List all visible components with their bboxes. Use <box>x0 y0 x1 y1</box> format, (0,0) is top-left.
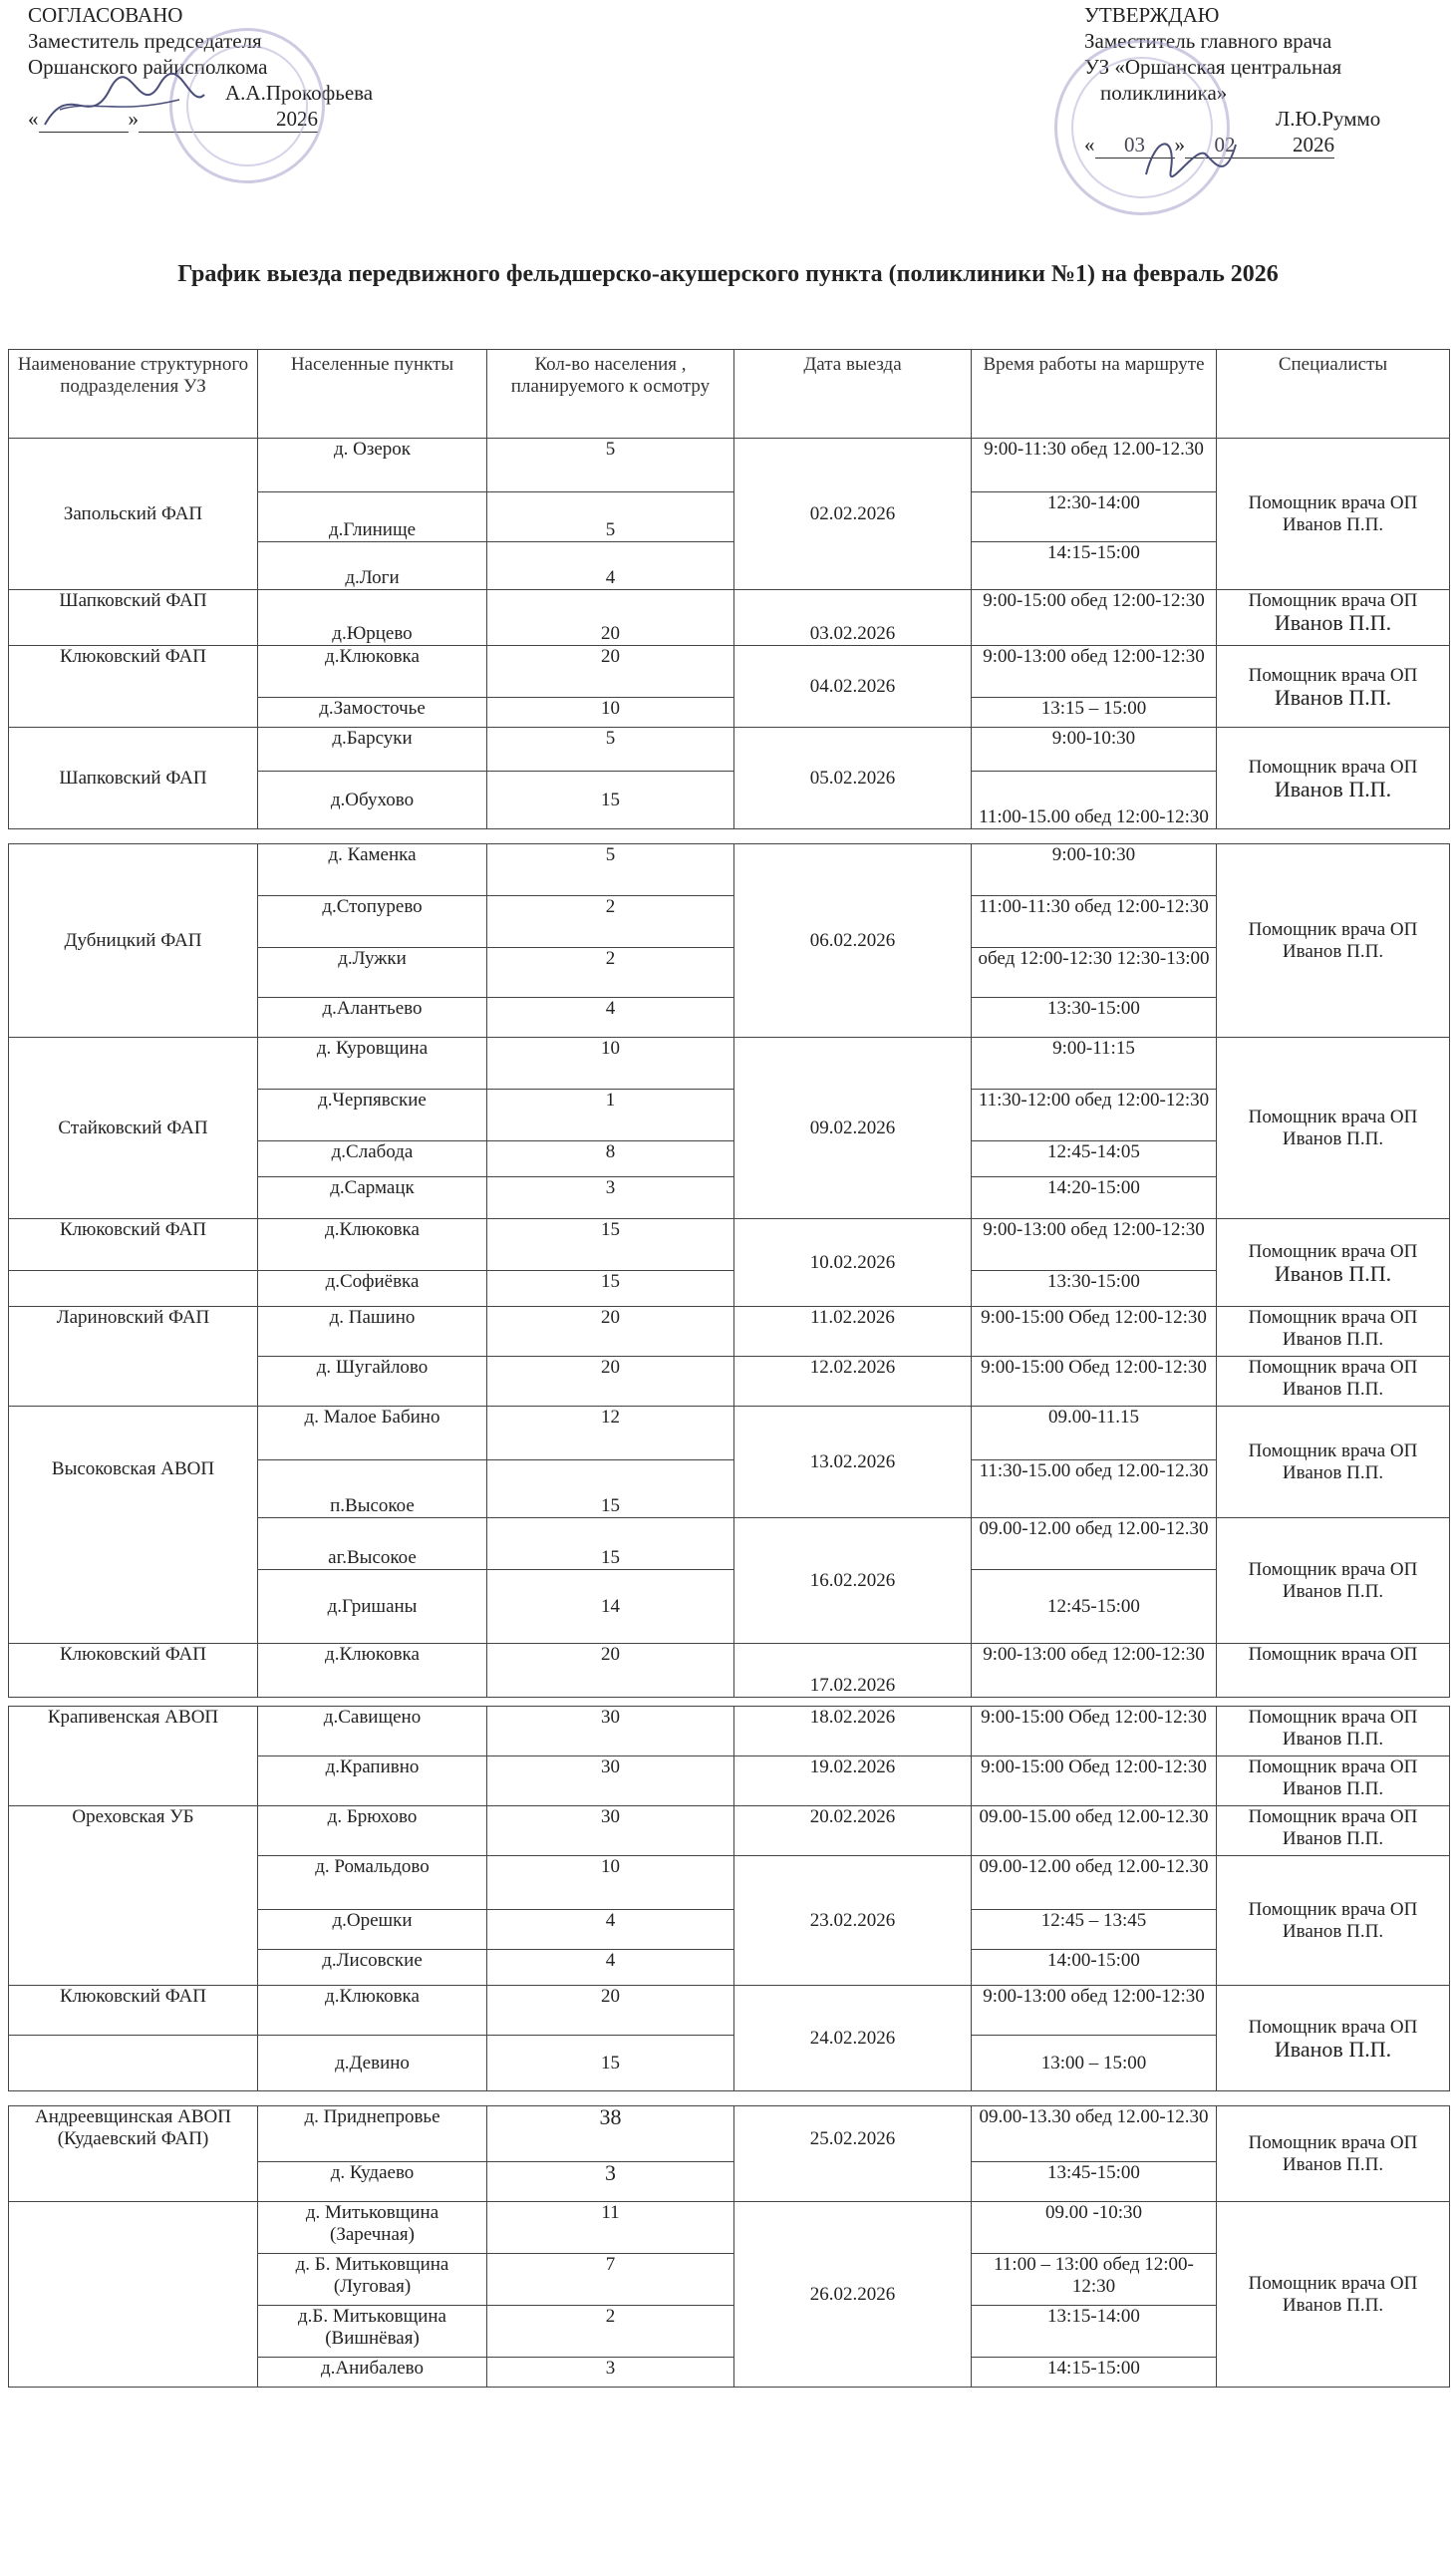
unit-cell: Крапивенская АВОП <box>9 1707 258 1806</box>
time-cell: 13:30-15:00 <box>972 998 1217 1038</box>
column-header-unit: Наименование структурного подразделения УЗ <box>9 350 258 439</box>
unit-cell: Стайковский ФАП <box>9 1038 258 1219</box>
table-row <box>9 590 1450 646</box>
approval-organization: Оршанского райисполкома <box>28 55 268 79</box>
count-cell: 3 <box>487 2358 734 2388</box>
approval-organization-cont: поликлиника» <box>1100 81 1228 105</box>
count-cell: 2 <box>487 2306 734 2358</box>
count-cell: 20 <box>487 1307 734 1357</box>
place-cell: д.Глинище <box>258 492 487 542</box>
place-cell: д.Клюковка <box>258 646 487 698</box>
approval-day: 03 <box>1095 132 1175 159</box>
date-cell: 20.02.2026 <box>734 1806 972 1856</box>
date-cell: 11.02.2026 <box>734 1307 972 1357</box>
count-cell: 5 <box>487 439 734 492</box>
count-cell: 20 <box>487 1357 734 1407</box>
date-cell: 12.02.2026 <box>734 1357 972 1407</box>
approval-organization: УЗ «Оршанская центральная <box>1084 55 1342 79</box>
time-cell: 11:30-12:00 обед 12:00-12:30 <box>972 1090 1217 1141</box>
count-cell: 10 <box>487 1856 734 1910</box>
document-title: График выезда передвижного фельдшерско-акушерского пункта (поликлиники №1) на февраль 2026 <box>177 261 1279 287</box>
place-cell: д.Софиёвка <box>258 1271 487 1307</box>
date-cell: 23.02.2026 <box>734 1856 972 1986</box>
place-cell: д.Клюковка <box>258 1219 487 1271</box>
place-cell: д.Лужки <box>258 948 487 998</box>
table-gap <box>9 829 1450 844</box>
place-cell: д.Анибалево <box>258 2358 487 2388</box>
table-row <box>9 1644 1450 1698</box>
place-cell: д. Приднепровье <box>258 2106 487 2162</box>
place-cell: д.Савищено <box>258 1707 487 1756</box>
specialist-cell <box>1217 1986 1450 2091</box>
time-cell: 9:00-15:00 Обед 12:00-12:30 <box>972 1357 1217 1407</box>
date-cell: 26.02.2026 <box>734 2202 972 2388</box>
date-cell: 02.02.2026 <box>734 439 972 590</box>
table-row <box>9 1407 1450 1460</box>
specialist-name: Иванов П.П. <box>1274 684 1392 710</box>
count-cell: 15 <box>487 1518 734 1570</box>
time-cell: обед 12:00-12:30 12:30-13:00 <box>972 948 1217 998</box>
count-cell: 5 <box>487 728 734 772</box>
count-cell: 15 <box>487 1219 734 1271</box>
column-header-places: Населенные пункты <box>258 350 487 439</box>
count-cell: 11 <box>487 2202 734 2254</box>
time-cell: 9:00-15:00 Обед 12:00-12:30 <box>972 1756 1217 1806</box>
count-cell: 5 <box>487 844 734 896</box>
time-cell: 9:00-15:00 Обед 12:00-12:30 <box>972 1307 1217 1357</box>
place-cell: д. Малое Бабино <box>258 1407 487 1460</box>
time-cell: 9:00-13:00 обед 12:00-12:30 <box>972 1644 1217 1698</box>
date-cell: 09.02.2026 <box>734 1038 972 1219</box>
place-cell: д. Пашино <box>258 1307 487 1357</box>
date-cell: 25.02.2026 <box>734 2106 972 2202</box>
place-cell: д.Б. Митьковщина (Вишнёвая) <box>258 2306 487 2358</box>
place-cell: д. Б. Митьковщина (Луговая) <box>258 2254 487 2306</box>
schedule-table <box>8 349 1450 2388</box>
time-cell: 11:00-11:30 обед 12:00-12:30 <box>972 896 1217 948</box>
unit-cell: Андреевщинская АВОП (Кудаевский ФАП) <box>9 2106 258 2202</box>
unit-cell: Клюковский ФАП <box>9 1986 258 2036</box>
time-cell: 12:30-14:00 <box>972 492 1217 542</box>
unit-cell: Высоковская АВОП <box>9 1407 258 1644</box>
place-cell: д. Ромальдово <box>258 1856 487 1910</box>
place-cell: д.Орешки <box>258 1910 487 1950</box>
place-cell: д.Черпявские <box>258 1090 487 1141</box>
date-cell: 18.02.2026 <box>734 1707 972 1756</box>
date-cell: 24.02.2026 <box>734 1986 972 2091</box>
count-cell: 15 <box>487 2036 734 2091</box>
date-cell: 13.02.2026 <box>734 1407 972 1518</box>
time-cell: 9:00-10:30 <box>972 728 1217 772</box>
place-cell: д. Куровщина <box>258 1038 487 1090</box>
time-cell: 9:00-11:30 обед 12.00-12.30 <box>972 439 1217 492</box>
date-cell: 05.02.2026 <box>734 728 972 829</box>
unit-cell: Дубницкий ФАП <box>9 844 258 1038</box>
time-cell: 13:45-15:00 <box>972 2162 1217 2202</box>
time-cell: 14:15-15:00 <box>972 542 1217 590</box>
count-cell: 38 <box>487 2106 734 2162</box>
specialist-cell <box>1217 1219 1450 1307</box>
column-header-time: Время работы на маршруте <box>972 350 1217 439</box>
count-cell: 30 <box>487 1756 734 1806</box>
table-row <box>9 1038 1450 1090</box>
date-open-quote: « <box>28 107 39 131</box>
table-row <box>9 1307 1450 1357</box>
date-cell: 17.02.2026 <box>734 1644 972 1698</box>
time-cell: 13:00 – 15:00 <box>972 2036 1217 2091</box>
place-cell: аг.Высокое <box>258 1518 487 1570</box>
specialist-cell: Помощник врача ОП Иванов П.П. <box>1217 2106 1450 2202</box>
approval-signer: Л.Ю.Руммо <box>1276 107 1381 131</box>
count-cell: 3 <box>487 1177 734 1219</box>
count-cell: 12 <box>487 1407 734 1460</box>
time-cell: 11:30-15.00 обед 12.00-12.30 <box>972 1460 1217 1518</box>
specialist-cell: Помощник врача ОП Иванов П.П. <box>1217 844 1450 1038</box>
table-row <box>9 1707 1450 1756</box>
unit-cell: Шапковский ФАП <box>9 728 258 829</box>
count-cell: 30 <box>487 1707 734 1756</box>
count-cell: 7 <box>487 2254 734 2306</box>
table-row <box>9 1986 1450 2036</box>
date-cell: 10.02.2026 <box>734 1219 972 1307</box>
count-cell: 15 <box>487 772 734 829</box>
specialist-cell <box>1217 728 1450 829</box>
unit-cell-empty <box>9 1271 258 1307</box>
unit-cell-empty <box>9 2202 258 2388</box>
place-cell: д.Крапивно <box>258 1756 487 1806</box>
specialist-cell: Помощник врача ОП Иванов П.П. <box>1217 1518 1450 1644</box>
place-cell: п.Высокое <box>258 1460 487 1518</box>
time-cell: 09.00-13.30 обед 12.00-12.30 <box>972 2106 1217 2162</box>
place-cell: д.Стопурево <box>258 896 487 948</box>
specialist-cell: Помощник врача ОП Иванов П.П. <box>1217 2202 1450 2388</box>
place-cell: д. Каменка <box>258 844 487 896</box>
place-cell: д.Логи <box>258 542 487 590</box>
count-cell: 15 <box>487 1460 734 1518</box>
unit-cell: Клюковский ФАП <box>9 1219 258 1271</box>
specialist-cell: Помощник врача ОП Иванов П.П. <box>1217 1357 1450 1407</box>
count-cell: 20 <box>487 646 734 698</box>
specialist-role: Помощник врача ОП <box>1248 590 1418 611</box>
time-cell: 09.00 -10:30 <box>972 2202 1217 2254</box>
table-gap <box>9 2091 1450 2106</box>
time-cell: 09.00-12.00 обед 12.00-12.30 <box>972 1856 1217 1910</box>
specialist-role: Помощник врача ОП <box>1248 756 1418 778</box>
table-header-row <box>9 350 1450 439</box>
unit-cell: Клюковский ФАП <box>9 646 258 728</box>
place-cell: д. Озерок <box>258 439 487 492</box>
place-cell: д.Юрцево <box>258 590 487 646</box>
specialist-cell <box>1217 590 1450 646</box>
specialist-cell: Помощник врача ОП Иванов П.П. <box>1217 439 1450 590</box>
count-cell: 20 <box>487 590 734 646</box>
column-header-specialists: Специалисты <box>1217 350 1450 439</box>
column-header-population: Кол-во населения , планируемого к осмотру <box>487 350 734 439</box>
date-cell: 16.02.2026 <box>734 1518 972 1644</box>
place-cell: д.Барсуки <box>258 728 487 772</box>
approval-month: 02 <box>1185 132 1265 159</box>
count-cell: 4 <box>487 998 734 1038</box>
specialist-cell: Помощник врача ОП Иванов П.П. <box>1217 1756 1450 1806</box>
table-row <box>9 646 1450 698</box>
date-close-quote: » <box>1174 133 1185 157</box>
specialist-cell: Помощник врача ОП <box>1217 1644 1450 1698</box>
count-cell: 4 <box>487 542 734 590</box>
place-cell: д. Шугайлово <box>258 1357 487 1407</box>
approval-title: СОГЛАСОВАНО <box>28 3 183 27</box>
place-cell: д.Гришаны <box>258 1570 487 1644</box>
count-cell: 30 <box>487 1806 734 1856</box>
place-cell: д.Клюковка <box>258 1644 487 1698</box>
approval-year: 2026 <box>1265 132 1334 159</box>
count-cell: 4 <box>487 1950 734 1986</box>
time-cell: 14:20-15:00 <box>972 1177 1217 1219</box>
time-cell: 9:00-13:00 обед 12:00-12:30 <box>972 1219 1217 1271</box>
count-cell: 15 <box>487 1271 734 1307</box>
specialist-name: Иванов П.П. <box>1274 610 1392 635</box>
place-cell: д. Брюхово <box>258 1806 487 1856</box>
time-cell: 14:15-15:00 <box>972 2358 1217 2388</box>
count-cell: 10 <box>487 1038 734 1090</box>
specialist-name: Иванов П.П. <box>1274 2036 1392 2062</box>
place-cell: д.Девино <box>258 2036 487 2091</box>
approval-position: Заместитель председателя <box>28 29 262 53</box>
approval-position: Заместитель главного врача <box>1084 29 1332 53</box>
time-cell: 13:30-15:00 <box>972 1271 1217 1307</box>
table-gap <box>9 1698 1450 1707</box>
unit-cell: Запольский ФАП <box>9 439 258 590</box>
table-row <box>9 1806 1450 1856</box>
unit-cell: Ореховская УБ <box>9 1806 258 1986</box>
count-cell: 3 <box>487 2162 734 2202</box>
date-cell: 19.02.2026 <box>734 1756 972 1806</box>
count-cell: 8 <box>487 1141 734 1177</box>
time-cell: 13:15-14:00 <box>972 2306 1217 2358</box>
unit-cell: Лариновский ФАП <box>9 1307 258 1407</box>
specialist-cell: Помощник врача ОП Иванов П.П. <box>1217 1806 1450 1856</box>
specialist-role: Помощник врача ОП <box>1248 664 1418 686</box>
time-cell: 11:00 – 13:00 обед 12:00-12:30 <box>972 2254 1217 2306</box>
place-cell: д.Сармацк <box>258 1177 487 1219</box>
specialist-name: Иванов П.П. <box>1274 1260 1392 1286</box>
date-cell: 04.02.2026 <box>734 646 972 728</box>
place-cell: д. Кудаево <box>258 2162 487 2202</box>
place-cell: д.Лисовские <box>258 1950 487 1986</box>
approval-signer: А.А.Прокофьева <box>225 81 374 105</box>
place-cell: д.Алантьево <box>258 998 487 1038</box>
specialist-name: Иванов П.П. <box>1274 776 1392 801</box>
count-cell: 5 <box>487 492 734 542</box>
table-row <box>9 2106 1450 2162</box>
time-cell: 9:00-11:15 <box>972 1038 1217 1090</box>
time-cell: 9:00-10:30 <box>972 844 1217 896</box>
column-header-date: Дата выезда <box>734 350 972 439</box>
count-cell: 20 <box>487 1986 734 2036</box>
place-cell: д.Слабода <box>258 1141 487 1177</box>
count-cell: 1 <box>487 1090 734 1141</box>
time-cell: 12:45 – 13:45 <box>972 1910 1217 1950</box>
count-cell: 14 <box>487 1570 734 1644</box>
date-open-quote: « <box>1084 133 1095 157</box>
place-cell: д.Обухово <box>258 772 487 829</box>
unit-cell-empty <box>9 2036 258 2091</box>
time-cell: 09.00-15.00 обед 12.00-12.30 <box>972 1806 1217 1856</box>
unit-cell: Клюковский ФАП <box>9 1644 258 1698</box>
specialist-cell: Помощник врача ОП Иванов П.П. <box>1217 1856 1450 1986</box>
place-cell: д.Клюковка <box>258 1986 487 2036</box>
count-cell: 4 <box>487 1910 734 1950</box>
time-cell: 9:00-15:00 Обед 12:00-12:30 <box>972 1707 1217 1756</box>
approval-year: 2026 <box>139 106 318 133</box>
time-cell: 14:00-15:00 <box>972 1950 1217 1986</box>
count-cell: 20 <box>487 1644 734 1698</box>
time-cell: 13:15 – 15:00 <box>972 698 1217 728</box>
count-cell: 10 <box>487 698 734 728</box>
specialist-role: Помощник врача ОП <box>1248 2016 1418 2038</box>
date-cell: 06.02.2026 <box>734 844 972 1038</box>
specialist-cell <box>1217 646 1450 728</box>
time-cell: 09.00-12.00 обед 12.00-12.30 <box>972 1518 1217 1570</box>
table-row <box>9 2202 1450 2254</box>
table-row <box>9 728 1450 772</box>
time-cell: 9:00-13:00 обед 12:00-12:30 <box>972 646 1217 698</box>
date-cell: 03.02.2026 <box>734 590 972 646</box>
count-cell: 2 <box>487 896 734 948</box>
unit-cell: Шапковский ФАП <box>9 590 258 646</box>
place-cell: д.Замосточье <box>258 698 487 728</box>
time-cell: 11:00-15.00 обед 12:00-12:30 <box>972 772 1217 829</box>
date-close-quote: » <box>128 107 139 131</box>
specialist-cell: Помощник врача ОП Иванов П.П. <box>1217 1038 1450 1219</box>
time-cell: 09.00-11.15 <box>972 1407 1217 1460</box>
specialist-cell: Помощник врача ОП Иванов П.П. <box>1217 1407 1450 1518</box>
time-cell: 12:45-15:00 <box>972 1570 1217 1644</box>
table-row <box>9 439 1450 492</box>
approval-title: УТВЕРЖДАЮ <box>1084 3 1220 27</box>
specialist-role: Помощник врача ОП <box>1248 1240 1418 1262</box>
place-cell: д. Митьковщина (Заречная) <box>258 2202 487 2254</box>
signature-left <box>40 70 209 140</box>
table-row <box>9 844 1450 896</box>
count-cell: 2 <box>487 948 734 998</box>
time-cell: 9:00-15:00 обед 12:00-12:30 <box>972 590 1217 646</box>
specialist-cell: Помощник врача ОП Иванов П.П. <box>1217 1307 1450 1357</box>
time-cell: 12:45-14:05 <box>972 1141 1217 1177</box>
signature-right <box>1136 125 1246 194</box>
specialist-cell: Помощник врача ОП Иванов П.П. <box>1217 1707 1450 1756</box>
time-cell: 9:00-13:00 обед 12:00-12:30 <box>972 1986 1217 2036</box>
table-row <box>9 1219 1450 1271</box>
